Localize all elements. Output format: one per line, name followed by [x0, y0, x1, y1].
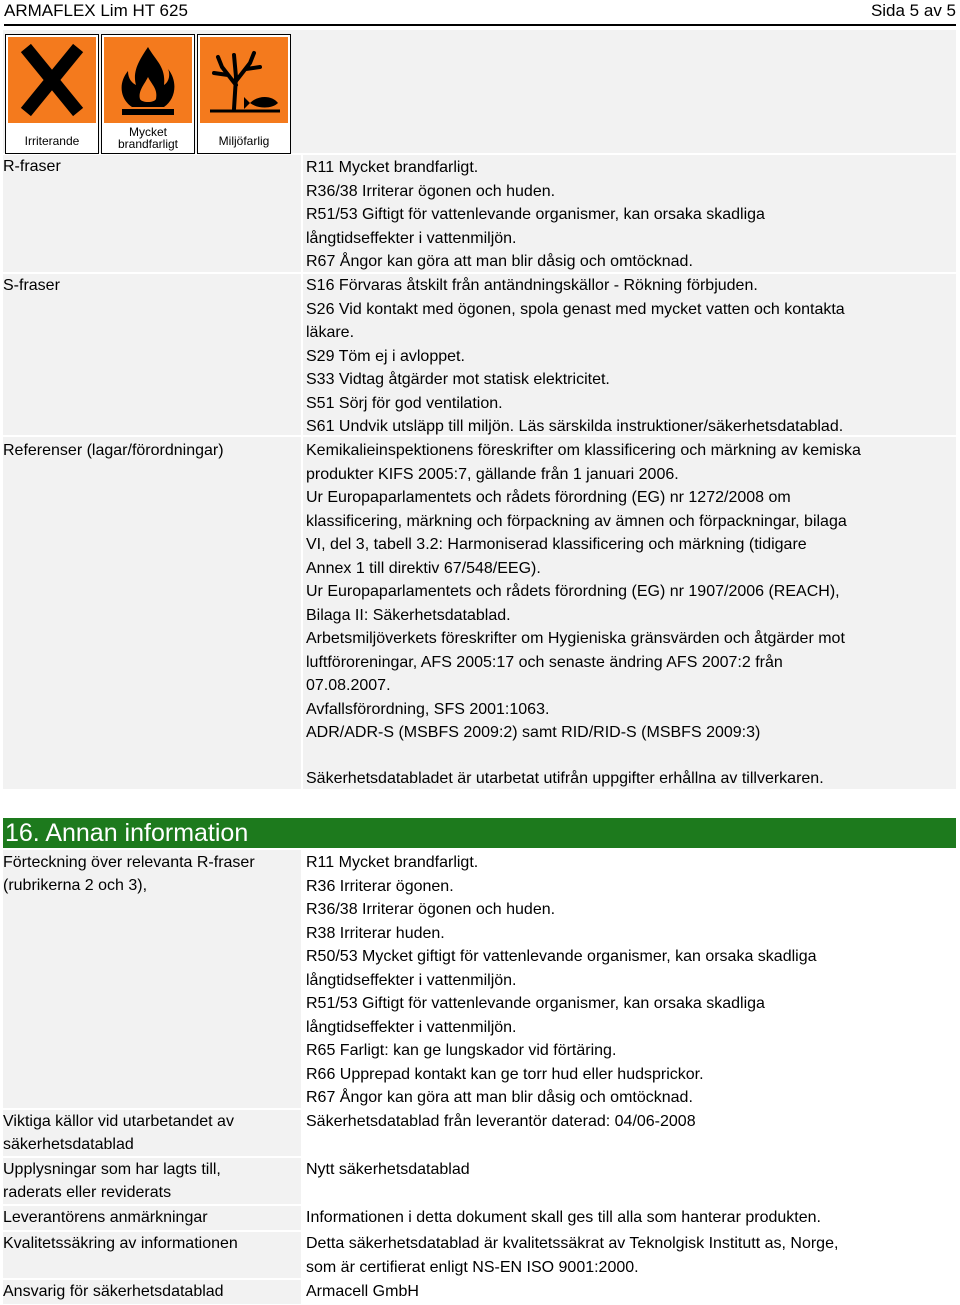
- list-item: produkter KIFS 2005:7, gällande från 1 januari 2006.: [306, 465, 679, 483]
- list-item: luftföroreningar, AFS 2005:17 och senaste ändring AFS 2007:2 från: [306, 653, 783, 671]
- quality-label: Kvalitetssäkring av informationen: [3, 1235, 238, 1252]
- sources-label: Viktiga källor vid utarbetandet av säkerhetsdatablad: [3, 1113, 234, 1153]
- irritant-x-icon: [8, 37, 96, 123]
- responsible-value: Armacell GmbH: [306, 1283, 419, 1300]
- pictogram-irritant: [5, 34, 99, 154]
- hazard-pictograms: [3, 30, 956, 153]
- list-item: S16 Förvaras åtskilt från antändningskällor - Rökning förbjuden.: [306, 277, 758, 294]
- list-item: R11 Mycket brandfarligt.: [306, 159, 479, 176]
- pictogram-caption: Miljöfarlig: [218, 134, 270, 148]
- list-item: R11 Mycket brandfarligt.: [306, 854, 479, 871]
- dead-tree-fish-icon: [200, 37, 288, 123]
- quality-value: Detta säkerhetsdatablad är kvalitetssäkrat av Teknolgisk Institutt as, Norge, som är certifierat enligt NS-EN ISO 9001:2000.: [306, 1235, 839, 1276]
- list-item: ADR/ADR-S (MSBFS 2009:2) samt RID/RID-S (MSBFS 2009:3): [306, 724, 761, 741]
- list-item: långtidseffekter i vattenmiljön.: [306, 229, 517, 247]
- list-item: S33 Vidtag åtgärder mot statisk elektricitet.: [306, 371, 610, 388]
- list-item: R66 Upprepad kontakt kan ge torr hud eller hudsprickor.: [306, 1065, 704, 1083]
- r-list: [306, 851, 946, 1110]
- list-item: R36 Irriterar ögonen.: [306, 877, 454, 895]
- list-item: R67 Ångor kan göra att man blir dåsig och omtöcknad.: [306, 253, 693, 270]
- flame-icon: [104, 37, 192, 123]
- page-number: Sida 5 av 5: [870, 1, 956, 20]
- list-item: klassificering, märkning och förpackning av ämnen och förpackningar, bilaga: [306, 512, 847, 530]
- list-item: R67 Ångor kan göra att man blir dåsig och omtöcknad.: [306, 1089, 693, 1106]
- r-list-label: Förteckning över relevanta R-fraser (rubrikerna 2 och 3),: [3, 854, 255, 894]
- list-item: R36/38 Irriterar ögonen och huden.: [306, 901, 556, 918]
- pictogram-environment: [197, 34, 291, 154]
- referenser-label: Referenser (lagar/förordningar): [3, 442, 224, 459]
- list-item: Ur Europaparlamentets och rådets förordning (EG) nr 1907/2006 (REACH),: [306, 583, 840, 600]
- changes-value: Nytt säkerhetsdatablad: [306, 1161, 470, 1178]
- list-item: Bilaga II: Säkerhetsdatablad.: [306, 606, 511, 624]
- list-item: Annex 1 till direktiv 67/548/EEG).: [306, 559, 541, 577]
- list-item: läkare.: [306, 324, 355, 341]
- list-item: R51/53 Giftigt för vattenlevande organismer, kan orsaka skadliga: [306, 206, 765, 223]
- list-item: R36/38 Irriterar ögonen och huden.: [306, 182, 556, 200]
- list-item: S26 Vid kontakt med ögonen, spola genast med mycket vatten och kontakta: [306, 300, 845, 318]
- s-fraser-list: [306, 274, 946, 439]
- list-item: R50/53 Mycket giftigt för vattenlevande organismer, kan orsaka skadliga: [306, 948, 817, 965]
- pictogram-caption: Irriterande: [24, 134, 80, 148]
- list-item: S61 Undvik utsläpp till miljön. Läs särskilda instruktioner/säkerhetsdatablad.: [306, 418, 844, 435]
- list-item: S51 Sörj för god ventilation.: [306, 394, 503, 412]
- list-item: Avfallsförordning, SFS 2001:1063.: [306, 700, 550, 718]
- list-item: S29 Töm ej i avloppet.: [306, 347, 465, 365]
- list-item: VI, del 3, tabell 3.2: Harmoniserad klassificering och märkning (tidigare: [306, 536, 807, 553]
- supplier-label: Leverantörens anmärkningar: [3, 1209, 208, 1226]
- r-fraser-list: [306, 156, 946, 274]
- list-item: R38 Irriterar huden.: [306, 924, 445, 942]
- list-item: Ur Europaparlamentets och rådets förordning (EG) nr 1272/2008 om: [306, 489, 791, 506]
- changes-label: Upplysningar som har lagts till, raderats eller reviderats: [3, 1161, 221, 1201]
- supplier-value: Informationen i detta dokument skall ges till alla som hanterar produkten.: [306, 1209, 821, 1226]
- list-item: långtidseffekter i vattenmiljön.: [306, 1018, 517, 1036]
- referenser-footnote: Säkerhetsdatabladet är utarbetat utifrån uppgifter erhållna av tillverkaren.: [306, 770, 824, 787]
- pictogram-flammable: [101, 34, 195, 154]
- referenser-list: [306, 439, 946, 745]
- s-fraser-label: S-fraser: [3, 277, 60, 294]
- section-16-heading: 16. Annan information: [3, 818, 956, 848]
- list-item: Kemikalieinspektionens föreskrifter om klassificering och märkning av kemiska: [306, 442, 861, 459]
- list-item: R65 Farligt: kan ge lungskador vid förtäring.: [306, 1042, 617, 1059]
- list-item: 07.08.2007.: [306, 677, 391, 694]
- sources-value: Säkerhetsdatablad från leverantör daterad: 04/06-2008: [306, 1113, 696, 1130]
- r-fraser-label: R-fraser: [3, 158, 61, 175]
- document-title: ARMAFLEX Lim HT 625: [4, 1, 188, 20]
- responsible-label: Ansvarig för säkerhetsdatablad: [3, 1283, 224, 1300]
- list-item: R51/53 Giftigt för vattenlevande organismer, kan orsaka skadliga: [306, 995, 765, 1012]
- page-header: [4, 0, 956, 26]
- list-item: Arbetsmiljöverkets föreskrifter om Hygieniska gränsvärden och åtgärder mot: [306, 630, 845, 647]
- pictogram-caption: Mycket brandfarligt: [117, 125, 179, 151]
- list-item: långtidseffekter i vattenmiljön.: [306, 971, 517, 989]
